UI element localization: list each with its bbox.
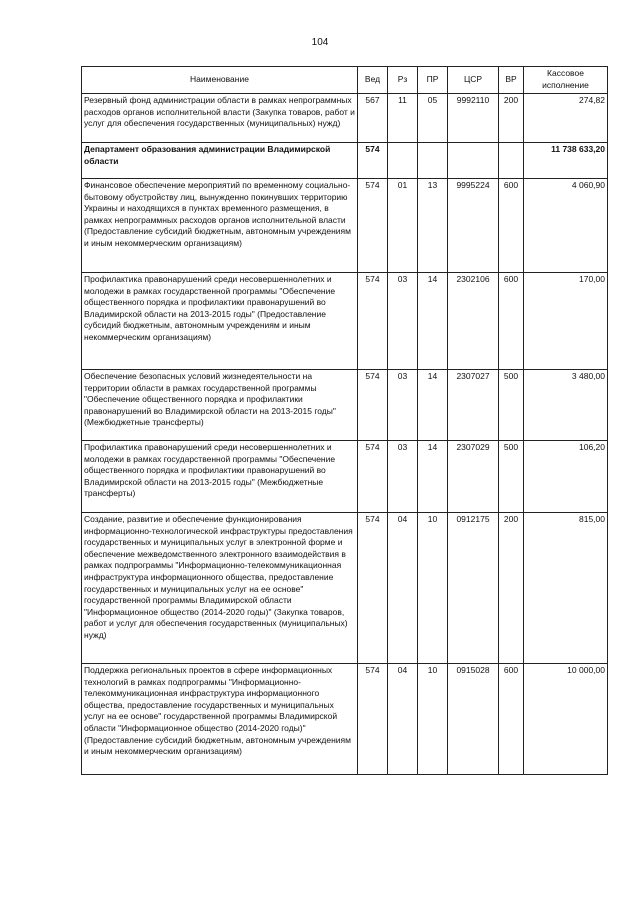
row-vr: 200 (499, 94, 524, 143)
row-vr: 500 (499, 370, 524, 441)
row-rz (388, 143, 418, 179)
row-ved: 574 (358, 273, 388, 370)
row-name: Департамент образования администрации Владимирской области (82, 143, 358, 179)
row-vr: 500 (499, 441, 524, 513)
row-name: Профилактика правонарушений среди несовершеннолетних и молодежи в рамках государственной программы "Обеспечение общественного порядка и профилактики правонарушений во Владимирской области на 2013-2015 годы" (Предоставление субсидий бюджетным, автономным учреждениям и иным некоммерческим организациям) (82, 273, 358, 370)
row-pr: 14 (418, 441, 448, 513)
header-amount: Кассовое исполнение (524, 67, 608, 94)
row-pr: 10 (418, 513, 448, 664)
row-ved: 574 (358, 143, 388, 179)
row-csr: 0915028 (448, 664, 499, 775)
row-pr: 13 (418, 179, 448, 273)
row-amount: 106,20 (524, 441, 608, 513)
row-csr (448, 143, 499, 179)
row-csr: 2307029 (448, 441, 499, 513)
row-ved: 574 (358, 179, 388, 273)
row-vr: 600 (499, 273, 524, 370)
row-pr: 14 (418, 370, 448, 441)
row-rz: 04 (388, 664, 418, 775)
row-csr: 9995224 (448, 179, 499, 273)
header-vr: ВР (499, 67, 524, 94)
row-csr: 2307027 (448, 370, 499, 441)
row-name: Профилактика правонарушений среди несовершеннолетних и молодежи в рамках государственной программы "Обеспечение общественного порядка и профилактики правонарушений во Владимирской области на 2013-2015 годы" (Межбюджетные трансферты) (82, 441, 358, 513)
row-amount: 274,82 (524, 94, 608, 143)
header-rz: Рз (388, 67, 418, 94)
row-ved: 574 (358, 441, 388, 513)
table-header-row (82, 67, 608, 94)
row-amount: 11 738 633,20 (524, 143, 608, 179)
row-pr (418, 143, 448, 179)
table-row (82, 370, 608, 441)
row-ved: 574 (358, 664, 388, 775)
row-csr: 2302106 (448, 273, 499, 370)
table-row (82, 441, 608, 513)
row-amount: 170,00 (524, 273, 608, 370)
row-name: Финансовое обеспечение мероприятий по временному социально-бытовому обустройству лиц, вынужденно покинувших территорию Украины и находящихся в пунктах временного размещения, в рамках непрограммных расходов органов исполнительной власти (Предоставление субсидий бюджетным, автономным учреждениям и иным некоммерческим организациям) (82, 179, 358, 273)
row-pr: 10 (418, 664, 448, 775)
row-amount: 3 480,00 (524, 370, 608, 441)
budget-table (81, 66, 608, 775)
table-row (82, 273, 608, 370)
row-vr: 200 (499, 513, 524, 664)
row-name: Обеспечение безопасных условий жизнедеятельности на территории области в рамках государственной программы "Обеспечение общественного порядка и профилактики правонарушений во Владимирской области на 2013-2015 годы" (Межбюджетные трансферты) (82, 370, 358, 441)
row-vr (499, 143, 524, 179)
row-amount: 10 000,00 (524, 664, 608, 775)
row-rz: 01 (388, 179, 418, 273)
row-csr: 0912175 (448, 513, 499, 664)
row-name: Резервный фонд администрации области в рамках непрограммных расходов органов исполнительной власти (Закупка товаров, работ и услуг для обеспечения государственных (муниципальных) нужд) (82, 94, 358, 143)
table-row (82, 179, 608, 273)
row-rz: 04 (388, 513, 418, 664)
table-row (82, 664, 608, 775)
row-rz: 03 (388, 441, 418, 513)
row-ved: 574 (358, 370, 388, 441)
row-vr: 600 (499, 179, 524, 273)
row-rz: 03 (388, 370, 418, 441)
row-pr: 14 (418, 273, 448, 370)
table-row (82, 513, 608, 664)
row-name: Поддержка региональных проектов в сфере информационных технологий в рамках подпрограммы "Информационно-телекоммуникационная инфраструктура информационного общества, предоставление государственных и муниципальных услуг на ее основе" государственной программы Владимирской области "Информационное общество (2014-2020 годы)" (Предоставление субсидий бюджетным, автономным учреждениям и иным некоммерческим организациям) (82, 664, 358, 775)
row-vr: 600 (499, 664, 524, 775)
row-rz: 03 (388, 273, 418, 370)
row-amount: 4 060,90 (524, 179, 608, 273)
row-pr: 05 (418, 94, 448, 143)
header-name: Наименование (82, 67, 358, 94)
table-row (82, 143, 608, 179)
table-row (82, 94, 608, 143)
row-csr: 9992110 (448, 94, 499, 143)
header-pr: ПР (418, 67, 448, 94)
row-ved: 567 (358, 94, 388, 143)
header-csr: ЦСР (448, 67, 499, 94)
row-amount: 815,00 (524, 513, 608, 664)
page-number: 104 (311, 37, 329, 48)
row-name: Создание, развитие и обеспечение функционирования информационно-технологической инфраструктуры предоставления государственных и муниципальных услуг в электронной форме и обеспечение межведомственного электронного взаимодействия в рамках подпрограммы "Информационно-телекоммуникационная инфраструктура информационного общества, предоставление государственных и муниципальных услуг на ее основе" государственной программы Владимирской области "Информационное общество (2014-2020 годы)" (Закупка товаров, работ и услуг для обеспечения государственных (муниципальных) нужд) (82, 513, 358, 664)
header-ved: Вед (358, 67, 388, 94)
row-rz: 11 (388, 94, 418, 143)
row-ved: 574 (358, 513, 388, 664)
